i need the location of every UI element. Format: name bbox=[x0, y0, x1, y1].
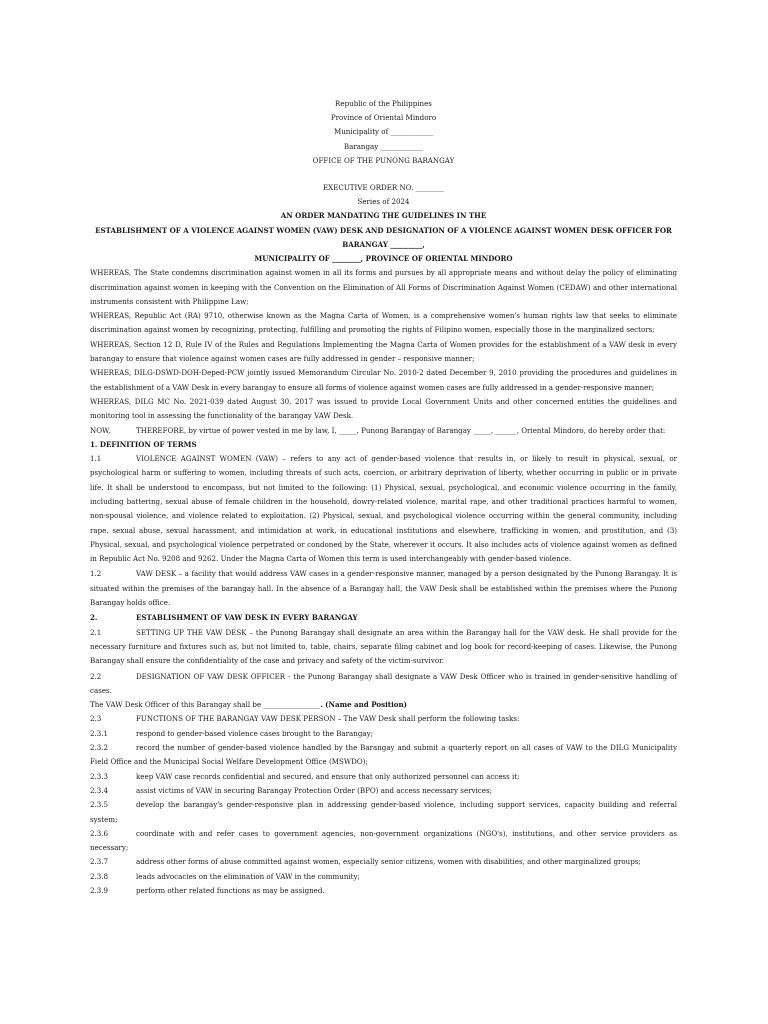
now-label: NOW, bbox=[90, 425, 111, 435]
title-line-1: AN ORDER MANDATING THE GUIDELINES IN THE bbox=[280, 211, 487, 221]
task-text: assist victims of VAW in securing Barangay Protection Order (BPO) and access necessary services; bbox=[136, 785, 493, 795]
functions-heading: FUNCTIONS OF THE BARANGAY VAW DESK PERSON – The VAW Desk shall perform the following tasks: bbox=[136, 714, 520, 724]
task-item bbox=[90, 870, 677, 884]
title-line-3: BARANGAY _________, bbox=[342, 239, 425, 249]
whereas-clauses bbox=[90, 266, 677, 423]
now-therefore-clause bbox=[90, 424, 677, 438]
task-item bbox=[90, 884, 677, 898]
task-text: address other forms of abuse committed against women, especially senior citizens, women with disabilities, and other marginalized groups; bbox=[136, 857, 641, 867]
officer-prefix: The VAW Desk Officer of this Barangay shall be bbox=[90, 700, 262, 710]
task-text: respond to gender-based violence cases brought to the Barangay; bbox=[136, 728, 373, 738]
task-number: 2.3.2 bbox=[90, 743, 109, 753]
republic-line: Republic of the Philippines bbox=[335, 99, 432, 108]
officer-suffix: . (Name and Position) bbox=[320, 700, 408, 710]
task-number: 2.3.3 bbox=[90, 771, 109, 781]
task-text: leads advocacies on the elimination of VAW in the community; bbox=[136, 871, 360, 881]
task-text: develop the barangay's gender-responsive plan in addressing gender-based violence, including support services, capacity building and referral system; bbox=[90, 800, 677, 824]
task-number: 2.3.9 bbox=[90, 886, 109, 895]
definition-text: VIOLENCE AGAINST WOMEN (VAW) – refers to any act of gender-based violence that results in, or likely to result in physical, sexual, or psychological harm or suffering to women, including threats of such acts, coercion, or arbitrary deprivation of liberty, whether occurring in public or in private life. It shall be understood to encompass, but not limited to the following: (1) Physical, sexual, psychological, and economic violence occurring in the family, including battering, sexual abuse of female children in the household, dowry-related violence, marital rape, and other traditional practices harmful to women, non-spousal violence, and violence related to exploitation. (2) Physical, sexual, and psychological violence occurring within the general community, including rape, sexual abuse, sexual harassment, and intimidation at work, in educational institutions and elsewhere, trafficking in women, and prostitution, and (3) Physical, sexual, and psychological violence perpetrated or condoned by the State, wherever it occurs. It also includes acts of violence against women as defined in Republic Act No. 9208 and 9262. Under the Magna Carta of Women this term is used interchangeably with gender-based violence. bbox=[90, 454, 677, 564]
section-2-number: 2. bbox=[90, 613, 98, 623]
task-text: keep VAW case records confidential and secured, and ensure that only authorized personnel can access it; bbox=[136, 771, 520, 781]
item-number: 1.1 bbox=[90, 454, 102, 464]
officer-name-blank: ________________ bbox=[263, 700, 321, 710]
task-item bbox=[90, 827, 677, 856]
task-item bbox=[90, 798, 677, 827]
item-number: 2.2 bbox=[90, 671, 102, 681]
item-number: 2.1 bbox=[90, 627, 102, 637]
task-number: 2.3.4 bbox=[90, 785, 109, 795]
task-item bbox=[90, 741, 677, 770]
title-line-2: ESTABLISHMENT OF A VIOLENCE AGAINST WOMEN (VAW) DESK AND DESIGNATION OF A VIOLENCE AGAINST WOMEN DESK OFFICER FOR bbox=[95, 225, 672, 235]
task-number: 2.3.7 bbox=[90, 857, 109, 867]
task-item bbox=[90, 727, 677, 741]
definition-text: VAW DESK – a facility that would address VAW cases in a gender-responsive manner, managed by a person designated by the Punong Barangay. It is situated within the premises of the barangay hall. In the absence of a Barangay hall, the VAW Desk shall be established within the premises where the Punong Barangay holds office. bbox=[90, 569, 677, 608]
whereas-clause: WHEREAS, DILG-DSWD-DOH-Deped-PCW jointly issued Memorandum Circular No. 2010-2 dated December 9, 2010 providing the procedures and guidelines in the establishment of a VAW Desk in every barangay to ensure all forms of violence against women cases are fully addressed in a gender-responsive manner; bbox=[90, 368, 677, 392]
setting-up-vaw-desk bbox=[90, 626, 677, 669]
section-2-heading-row bbox=[90, 611, 677, 625]
municipality-line: Municipality of ____________ bbox=[333, 127, 434, 137]
whereas-clause: WHEREAS, DILG MC No. 2021-039 dated August 30, 2017 was issued to provide Local Government Units and other concerned entities the guidelines and monitoring tool in assessing the functionality of the barangay VAW Desk. bbox=[90, 396, 677, 421]
task-item bbox=[90, 855, 677, 869]
item-number: 1.2 bbox=[90, 569, 102, 579]
whereas-clause: WHEREAS, Republic Act (RA) 9710, otherwise known as the Magna Carta of Women, is a comprehensive women's human rights law that seeks to eliminate discrimination against women by recognizing, protecting, fulfilling and promoting the rights of Filipino women, especially those in the marginalized sectors; bbox=[90, 311, 677, 335]
task-number: 2.3.8 bbox=[90, 871, 109, 881]
document-page bbox=[90, 97, 677, 898]
whereas-clause: WHEREAS, The State condemns discrimination against women in all its forms and pursues by all appropriate means and without delay the policy of eliminating discrimination against women in keeping with the Convention on the Elimination of All Forms of Discrimination Against Women (CEDAW) and other international instruments consistent with Philippine Law; bbox=[90, 268, 677, 306]
designation-of-officer bbox=[90, 670, 677, 699]
task-text: coordinate with and refer cases to government agencies, non-government organizations (NGO's), institutions, and other service providers as necessary; bbox=[90, 828, 677, 853]
series-line: Series of 2024 bbox=[357, 197, 410, 207]
whereas-clause: WHEREAS, Section 12 D, Rule IV of the Rules and Regulations Implementing the Magna Carta of Women provides for the establishment of a VAW desk in every barangay to ensure that violence against women cases are fully addressed in gender – responsive manner; bbox=[90, 339, 677, 364]
task-number: 2.3.1 bbox=[90, 728, 109, 738]
task-text: record the number of gender-based violence handled by the Barangay and submit a quarterly report on all cases of VAW to the DILG Municipality Field Office and the Municipal Social Welfare Development Office (MSWDO); bbox=[90, 743, 677, 767]
definition-vaw bbox=[90, 452, 677, 566]
now-text: THEREFORE, by virtue of power vested in me by law, I, _____, Punong Barangay of Barangay _____, ______, Oriental Mindoro, do hereby order that: bbox=[136, 425, 666, 435]
item-text: SETTING UP THE VAW DESK – the Punong Barangay shall designate an area within the Barangay hall for the VAW desk. He shall provide for the necessary furniture and fixtures such as, but not limited to, table, chairs, separate filing cabinet and log book for record-keeping of cases. Likewise, the Punong Barangay shall ensure the confidentiality of the case and privacy and safety of the victim-survivor. bbox=[90, 627, 677, 666]
task-item bbox=[90, 770, 677, 784]
item-text: DESIGNATION OF VAW DESK OFFICER - the Punong Barangay shall designate a VAW Desk Officer who is trained in gender-sensitive handling of cases. bbox=[90, 671, 677, 695]
task-text: perform other related functions as may be assigned. bbox=[136, 886, 325, 895]
task-number: 2.3.6 bbox=[90, 828, 109, 838]
province-line: Province of Oriental Mindoro bbox=[330, 113, 437, 123]
title-line-4: MUNICIPALITY OF ________, PROVINCE OF ORIENTAL MINDORO bbox=[254, 254, 513, 264]
barangay-line: Barangay ____________ bbox=[343, 141, 424, 151]
functions-heading-row bbox=[90, 712, 677, 726]
task-item bbox=[90, 784, 677, 798]
task-list bbox=[90, 727, 677, 899]
task-number: 2.3.5 bbox=[90, 800, 109, 810]
section-1-heading: 1. DEFINITION OF TERMS bbox=[90, 439, 197, 449]
section-2-heading: ESTABLISHMENT OF VAW DESK IN EVERY BARANGAY bbox=[136, 613, 358, 623]
office-line: OFFICE OF THE PUNONG BARANGAY bbox=[312, 155, 455, 165]
officer-designation-line bbox=[90, 698, 677, 712]
executive-order-number: EXECUTIVE ORDER NO. ________ bbox=[322, 183, 444, 193]
spacer bbox=[90, 168, 677, 181]
item-number: 2.3 bbox=[90, 714, 102, 724]
definition-vaw-desk bbox=[90, 567, 677, 610]
header-block bbox=[90, 97, 677, 266]
